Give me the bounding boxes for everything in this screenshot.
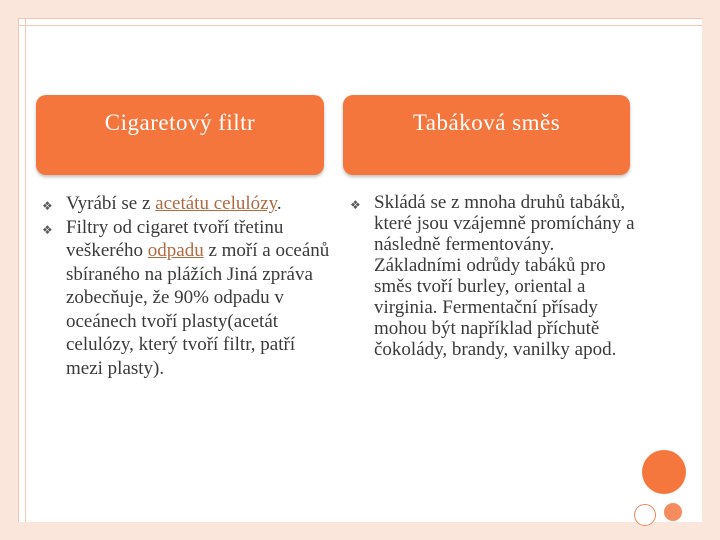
bullet-text: Skládá se z mnoha druhů tabáků, které jsou vzájemně promíchány a následně fermentovány. Základními odrůdy tabáků pro směs tvoří burley, oriental a virginia. Fermentační přísady mohou být například příchutě čokolády, brandy, vanilky apod. <box>374 192 635 360</box>
diamond-bullet-icon: ❖ <box>42 199 53 213</box>
decorative-circle-outline <box>634 504 656 526</box>
right-column <box>350 192 640 360</box>
diamond-bullet-icon: ❖ <box>350 198 361 212</box>
link-cellulose-acetate[interactable]: acetátu celulózy <box>155 193 277 214</box>
decorative-circle-large <box>642 450 686 494</box>
list-item <box>42 192 332 216</box>
bullet-text: Vyrábí se z <box>66 193 156 214</box>
frame-line-top <box>19 25 702 26</box>
decorative-circle-small <box>664 503 682 521</box>
header-tobacco-blend <box>343 95 630 175</box>
bullet-text: . <box>276 193 282 214</box>
link-waste[interactable]: odpadu <box>147 240 204 261</box>
bullet-text: z moří a oceánů sbíraného na plážích Jiná zpráva zobecňuje, že 90% odpadu v oceánech tvoří plasty(acetát celulózy, který tvoří filtr, patří mezi plasty). <box>66 240 330 379</box>
left-column <box>42 192 332 380</box>
list-item <box>350 192 640 360</box>
header-cigarette-filter-label: Cigaretový filtr <box>104 110 256 135</box>
bullet-text: Filtry od cigaret tvoří třetinu veškerého <box>66 216 284 261</box>
header-tobacco-blend-label: Tabáková směs <box>412 110 561 135</box>
frame-line-left <box>25 19 26 522</box>
diamond-bullet-icon: ❖ <box>42 222 53 237</box>
list-item <box>42 216 332 381</box>
header-cigarette-filter <box>36 95 324 175</box>
